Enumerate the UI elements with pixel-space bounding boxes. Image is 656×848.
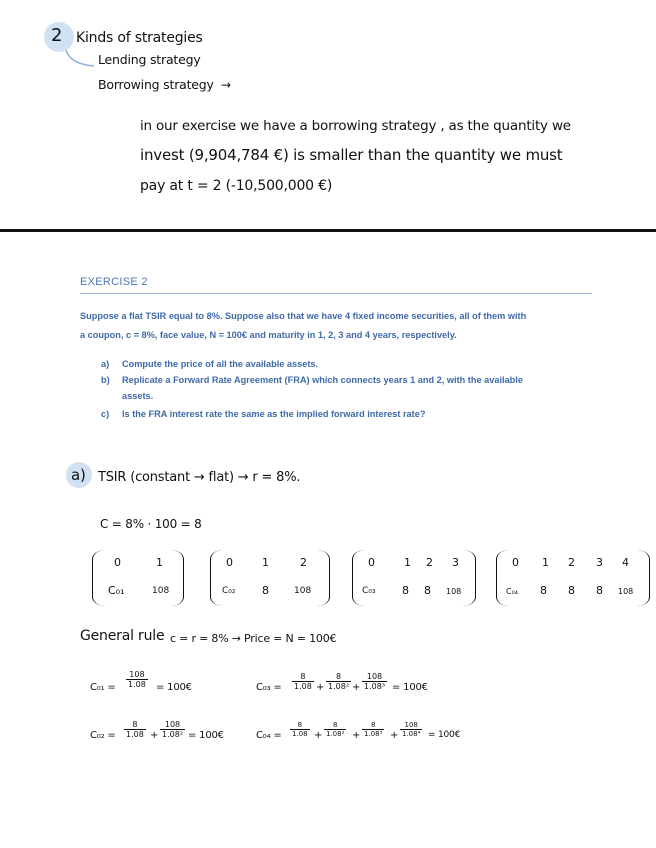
eq4-term-2 [324, 721, 346, 738]
item-lending-strategy: Lending strategy [98, 52, 201, 67]
question-c-text: Is the FRA interest rate the same as the implied forward interest rate? [122, 409, 426, 419]
eq4-plus-1: + [314, 730, 323, 741]
exercise-title: EXERCISE 2 [80, 276, 148, 288]
exercise-title-underline [80, 293, 592, 294]
question-b-text-cont: assets. [122, 391, 154, 401]
matrix-3-top-0: 0 [368, 556, 375, 569]
section-divider [0, 229, 656, 232]
eq4-t1-num: 8 [297, 721, 303, 729]
eq4-t2-den: 1.08² [326, 730, 345, 738]
cashflow-matrix-1 [92, 550, 184, 606]
tsir-line: TSIR (constant → flat) → r = 8%. [98, 470, 301, 485]
eq1-rhs: = 100€ [156, 682, 192, 693]
eq3-term-1 [292, 672, 314, 691]
eq4-plus-2: + [352, 730, 361, 741]
exercise-intro-line-2: a coupon, c = 8%, face value, N = 100€ and maturity in 1, 2, 3 and 4 years, respectively. [80, 330, 457, 340]
eq4-term-4 [400, 721, 422, 738]
part-a-label: a) [71, 466, 86, 484]
paragraph-line-2: invest (9,904,784 €) is smaller than the quantity we must [140, 146, 563, 164]
eq3-t1-den: 1.08 [294, 682, 312, 691]
eq3-t2-den: 1.08² [328, 682, 350, 691]
matrix-2-bottom-2: 108 [294, 586, 312, 596]
matrix-4-bottom-3: 8 [596, 584, 603, 597]
eq4-t3-den: 1.08³ [364, 730, 383, 738]
eq4-t4-den: 1.08⁴ [402, 730, 421, 738]
eq1-numerator: 108 [129, 670, 145, 679]
eq4-t2-num: 8 [332, 721, 338, 729]
eq1-fraction [126, 670, 148, 689]
matrix-1-top-0: 0 [114, 556, 121, 569]
connector-curve [64, 48, 98, 70]
paragraph-line-3: pay at t = 2 (-10,500,000 €) [140, 178, 333, 194]
eq4-lhs: C₀₄ = [256, 730, 282, 741]
matrix-4-top-2: 2 [568, 556, 575, 569]
eq3-lhs: C₀₃ = [256, 682, 282, 693]
arrow-icon: → [221, 78, 231, 92]
eq3-t2-num: 8 [335, 672, 342, 681]
question-b-label: b) [101, 375, 110, 385]
eq2-t2-num: 108 [164, 720, 181, 729]
eq4-t1-den: 1.08 [292, 730, 308, 738]
eq3-rhs: = 100€ [392, 682, 428, 693]
eq4-plus-3: + [390, 730, 399, 741]
eq4-rhs: = 100€ [428, 730, 461, 740]
cashflow-matrix-3 [352, 550, 476, 606]
matrix-4-bottom-1: 8 [540, 584, 547, 597]
matrix-4-bottom-4: 108 [618, 587, 634, 596]
paragraph-line-1: in our exercise we have a borrowing strategy , as the quantity we [140, 118, 571, 134]
matrix-3-top-1: 1 [404, 556, 411, 569]
cashflow-matrix-2 [210, 550, 330, 606]
matrix-1-top-1: 1 [156, 556, 163, 569]
eq4-term-3 [362, 721, 384, 738]
matrix-4-top-0: 0 [512, 556, 519, 569]
eq4-term-1 [290, 721, 310, 738]
matrix-2-bottom-0: C₀₂ [222, 586, 236, 596]
exercise-intro-line-1: Suppose a flat TSIR equal to 8%. Suppose also that we have 4 fixed income securities, all of them with [80, 311, 527, 321]
eq3-plus-1: + [316, 682, 325, 693]
matrix-4-top-1: 1 [542, 556, 549, 569]
matrix-1-bottom-1: 108 [152, 586, 170, 596]
matrix-3-bottom-3: 108 [446, 587, 462, 596]
matrix-2-top-1: 1 [262, 556, 269, 569]
question-a-label: a) [101, 359, 110, 369]
eq2-term-2 [160, 720, 185, 739]
matrix-1-bottom-0: C₀₁ [108, 584, 125, 597]
eq1-lhs: C₀₁ = [90, 682, 116, 693]
matrix-2-bottom-1: 8 [262, 584, 269, 597]
question-a-text: Compute the price of all the available assets. [122, 359, 319, 369]
general-rule-text: c = r = 8% → Price = N = 100€ [170, 632, 337, 645]
matrix-3-bottom-1: 8 [402, 584, 409, 597]
matrix-2-top-0: 0 [226, 556, 233, 569]
heading-number: 2 [51, 25, 63, 46]
question-b-text: Replicate a Forward Rate Agreement (FRA) which connects years 1 and 2, with the available [122, 375, 523, 385]
item-borrowing-strategy: Borrowing strategy [98, 77, 214, 92]
matrix-4-top-4: 4 [622, 556, 629, 569]
eq1-denominator: 1.08 [128, 680, 146, 689]
matrix-3-bottom-2: 8 [424, 584, 431, 597]
matrix-3-top-2: 2 [426, 556, 433, 569]
heading-kinds-of-strategies: Kinds of strategies [76, 30, 203, 46]
eq3-t1-num: 8 [300, 672, 306, 681]
eq2-term-1 [124, 720, 146, 739]
eq3-term-3 [362, 672, 387, 691]
eq2-plus: + [150, 730, 159, 741]
eq2-rhs: = 100€ [188, 730, 224, 741]
matrix-4-bottom-0: C₀₄ [506, 587, 518, 596]
general-rule-label: General rule [80, 628, 165, 644]
eq2-t1-den: 1.08 [126, 730, 144, 739]
eq4-t4-num: 108 [404, 721, 418, 729]
matrix-4-top-3: 3 [596, 556, 603, 569]
eq3-plus-2: + [352, 682, 361, 693]
matrix-3-bottom-0: C₀₃ [362, 586, 376, 596]
coupon-line: C = 8% · 100 = 8 [100, 517, 202, 531]
eq3-t3-den: 1.08³ [364, 682, 386, 691]
eq3-term-2 [326, 672, 351, 691]
eq2-t1-num: 8 [132, 720, 138, 729]
matrix-3-top-3: 3 [452, 556, 459, 569]
matrix-2-top-2: 2 [300, 556, 307, 569]
matrix-4-bottom-2: 8 [568, 584, 575, 597]
eq4-t3-num: 8 [370, 721, 376, 729]
eq2-lhs: C₀₂ = [90, 730, 116, 741]
eq2-t2-den: 1.08² [162, 730, 184, 739]
cashflow-matrix-4 [496, 550, 650, 606]
question-c-label: c) [101, 409, 110, 419]
eq3-t3-num: 108 [366, 672, 383, 681]
